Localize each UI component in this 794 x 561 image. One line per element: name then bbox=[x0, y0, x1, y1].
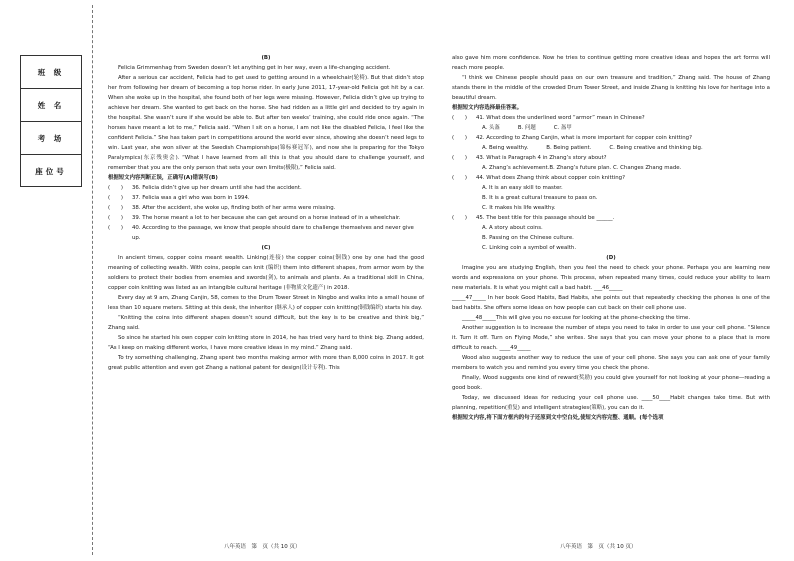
answer-blank[interactable]: ( ) bbox=[452, 155, 467, 161]
info-class: 班 级 bbox=[21, 56, 81, 89]
answer-blank[interactable]: ( ) bbox=[452, 175, 467, 181]
question-text: 36. Felicia didn’t give up her dream until she had the accident. bbox=[132, 185, 302, 191]
section-d-title: (D) bbox=[606, 255, 616, 261]
question-43 bbox=[452, 153, 770, 163]
question-text: 43. What is Paragraph 4 in Zhang’s story about? bbox=[476, 155, 607, 161]
passage-b-para: After a serious car accident, Felicia had to get used to getting around in a wheelchair(轮椅). But that didn’t stop her from following her dream of becoming a top horse rider. In early June 2011, 17-year-old Felicia got hit by a car. When she woke up in the hospital, she found both of her legs were missing. However, Felicia didn’t give up trying to achieve her dream. She wanted to get back on the horse. She had ridden as a little girl and decided to try again in the hospital. She wasn’t sure if she would be able to. But after ten weeks’ training, she could ride once again. “The horses have meant a lot to me,” Felicia said. “When I sit on a horse, I am not like the disabled Felicia, I feel like the confident Felicia.” She has taken part in competitions around the world ever since, showing she doesn’t need legs to win. Last year, she won silver at the Swedish Championships(锦标赛冠军), and now she is preparing for the Tokyo Paralympics(东京残奥会). “What I have learned from all this is that you should dare to challenge yourself, and remember that you are the only person that sets your own limits(极限),” Felicia said. bbox=[108, 75, 424, 171]
option-b[interactable]: B. 问题 bbox=[517, 125, 536, 131]
passage-d-para: Another suggestion is to increase the number of steps you need to take in order to use your cell phone. “Silence it. Turn it off. Turn on Flying Mode,” she writes. She says that you can move your phone to a place that is more difficult to reach. ____49_____ bbox=[452, 325, 770, 351]
info-seat-number: 座位号 bbox=[35, 166, 67, 176]
option-b[interactable]: B. Passing on the Chinese culture. bbox=[482, 235, 574, 241]
left-column bbox=[108, 53, 424, 373]
question-text: 44. What does Zhang think about copper coin knitting? bbox=[476, 175, 625, 181]
question-text: 45. The best title for this passage should be ______. bbox=[476, 215, 615, 221]
section-b-instruction: 根据短文内容判断正误，正确写(A)错误写(B) bbox=[108, 175, 218, 181]
passage-d-para: Imagine you are studying English, then you feel the need to check your phone. Perhaps you are learning new words and expressions on your phone. This process, when repeated many times, could reduce your ability to learn new materials. It is what you might call a bad habit. ___46_____ bbox=[452, 265, 770, 291]
options-41 bbox=[452, 123, 770, 133]
question-39 bbox=[108, 213, 424, 223]
info-name: 姓 名 bbox=[21, 89, 81, 122]
passage-c-cont: also gave him more confidence. Now he tries to continue getting more creative ideas and hopes the art forms will reach more people. bbox=[452, 55, 770, 71]
passage-c-para: “Knitting the coins into different shapes doesn’t sound difficult, but the key is to be creative and think big,” Zhang said. bbox=[108, 315, 424, 331]
question-text: 39. The horse meant a lot to her because she can get around on a horse instead of in a wheelchair. bbox=[132, 215, 401, 221]
answer-blank[interactable]: ( ) bbox=[108, 205, 123, 211]
section-b-title: (B) bbox=[261, 55, 271, 61]
answer-blank[interactable]: ( ) bbox=[452, 215, 467, 221]
option-a[interactable]: A. 头盔 bbox=[482, 125, 500, 131]
option-a[interactable]: A. Being wealthy. bbox=[482, 145, 529, 151]
question-text: 41. What does the underlined word “armor” mean in Chinese? bbox=[476, 115, 645, 121]
question-40 bbox=[108, 223, 424, 243]
passage-c-para: Every day at 9 am, Zhang Canjin, 58, comes to the Drum Tower Street in Ningbo and walks into a small house of less than 10 square meters. Sitting at this desk, the inheritor (继承人) of copper coin knitting(铜钱编织) starts his day. bbox=[108, 295, 424, 311]
passage-c-para: In ancient times, copper coins meant wealth. Linking(连接) the copper coins(铜钱) one by one had the good meaning of collecting wealth. With coins, people can knit (编织) them into different shapes, from armor worn by the soldiers to protect their bodies from enemies and swords(剑), to animals and plants. As a traditional skill in China, copper coin knitting was listed as an intangible cultural heritage (非物质文化遗产) in 2018. bbox=[108, 255, 424, 291]
question-44 bbox=[452, 173, 770, 183]
section-c-title: (C) bbox=[261, 245, 271, 251]
option-b[interactable]: B. Being patient. bbox=[546, 145, 592, 151]
passage-d-para: Finally, Wood suggests one kind of reward(奖励) you could give yourself for not looking at your phone—reading a good book. bbox=[452, 375, 770, 391]
right-column bbox=[452, 53, 770, 423]
question-42 bbox=[452, 133, 770, 143]
answer-blank[interactable]: ( ) bbox=[108, 225, 123, 231]
option-c[interactable]: C. 盔甲 bbox=[553, 125, 572, 131]
answer-blank[interactable]: ( ) bbox=[108, 215, 123, 221]
passage-b-para: Felicia Grimmenhag from Sweden doesn’t let anything get in her way, even a life-changing accident. bbox=[118, 65, 391, 71]
page-footer-right: 八年英语 第 页（共 10 页） bbox=[560, 544, 637, 550]
options-43[interactable]: A. Zhang’s achievement.B. Zhang’s future plan. C. Changes Zhang made. bbox=[482, 165, 682, 171]
question-38 bbox=[108, 203, 424, 213]
section-c-instruction: 根据短文内容选择最佳答案。 bbox=[452, 105, 523, 111]
question-text: 38. After the accident, she woke up, finding both of her arms were missing. bbox=[132, 205, 336, 211]
passage-c-cont: “I think we Chinese people should pass on our own treasure and tradition,” Zhang said. The house of Zhang stands there in the middle of the crowded Drum Tower Street, and inside Zhang is knitting his love for heritage into a beautiful dream. bbox=[452, 75, 770, 101]
question-text: 42. According to Zhang Canjin, what is more important for copper coin knitting? bbox=[476, 135, 692, 141]
answer-blank[interactable]: ( ) bbox=[108, 195, 123, 201]
option-a[interactable]: A. It is an easy skill to master. bbox=[482, 185, 563, 191]
question-37 bbox=[108, 193, 424, 203]
info-exam-room: 考 场 bbox=[21, 122, 81, 155]
option-c[interactable]: C. Being creative and thinking big. bbox=[609, 145, 703, 151]
section-d-instruction: 根据短文内容,将下面方框内的句子还原到文中空白处,使短文内容完整、通顺。(每个选项 bbox=[452, 415, 664, 421]
passage-d-para: _____47_____ In her book Good Habits, Bad Habits, she points out that repeatedly checking the phones is one of the bad habits. She offers some ideas on how people can cut back on their cell phone use. bbox=[452, 295, 770, 311]
options-42 bbox=[452, 143, 770, 153]
question-45 bbox=[452, 213, 770, 223]
passage-d-para: Today, we discussed ideas for reducing your cell phone use. ____50____Habit changes take time. But with planning, repetition(重复) and intelligent strategies(策略), you can do it. bbox=[452, 395, 770, 411]
passage-c-para: To try something challenging, Zhang spent two months making armor with more than 8,000 coins in 2017. It got great public attention and even got Zhang a national patent for design(设计专利). This bbox=[108, 355, 424, 371]
question-36 bbox=[108, 183, 424, 193]
answer-blank[interactable]: ( ) bbox=[108, 185, 123, 191]
passage-d-para: Wood also suggests another way to reduce the use of your cell phone. She says you can ask one of your family members to watch you and remind you every time you check the phone. bbox=[452, 355, 770, 371]
option-c[interactable]: C. It makes his life wealthy. bbox=[482, 205, 556, 211]
question-text: 37. Felicia was a girl who was born in 1994. bbox=[132, 195, 250, 201]
option-a[interactable]: A. A story about coins. bbox=[482, 225, 543, 231]
option-b[interactable]: B. It is a great cultural treasure to pass on. bbox=[482, 195, 598, 201]
passage-c-para: So since he started his own copper coin knitting store in 2014, he has tried very hard to think big. Zhang added, “As I keep on making different works, I have more creative ideas in my mind.” Zhang said. bbox=[108, 335, 424, 351]
seal-line bbox=[92, 5, 93, 555]
answer-blank[interactable]: ( ) bbox=[452, 135, 467, 141]
page-footer-left: 八年英语 第 页（共 10 页） bbox=[224, 544, 301, 550]
question-41 bbox=[452, 113, 770, 123]
answer-blank[interactable]: ( ) bbox=[452, 115, 467, 121]
student-info-box bbox=[20, 55, 82, 187]
passage-d-para: _____48_____This will give you no excuse for looking at the phone-checking the time. bbox=[462, 315, 691, 321]
option-c[interactable]: C. Linking coin a symbol of wealth. bbox=[482, 245, 577, 251]
question-text: 40. According to the passage, we know that people should dare to challenge themselves and never give up. bbox=[132, 225, 414, 241]
